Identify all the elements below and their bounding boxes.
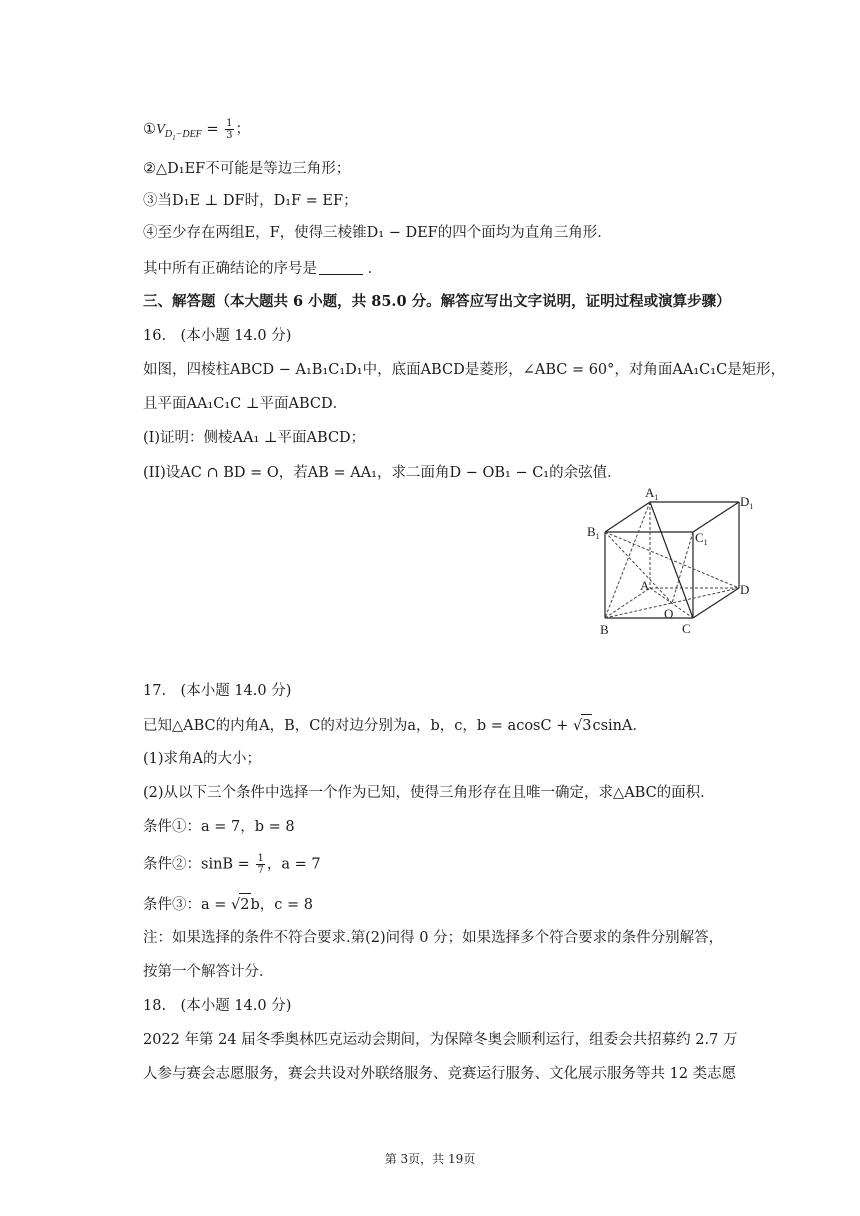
volume-subscript: D — [164, 128, 173, 140]
sqrt-3: √3 — [573, 718, 592, 734]
page-footer: 第 3页，共 19页 — [384, 1152, 476, 1166]
answer-prompt-end: ． — [363, 261, 383, 277]
edge-D1-C1 — [693, 502, 739, 532]
statement-1-marker: ① — [143, 121, 156, 138]
section-three-heading: 三、解答题（本大题共 6 小题，共 85.0 分。解答应写出文字说明，证明过程或演算步骤） — [143, 293, 731, 310]
label-B1: $B_1$ — [587, 524, 600, 541]
question-17-text-1-start: 已知△ABC的内角A，B，C的对边分别为a，b，c，b = acosC + — [143, 718, 573, 734]
condition-2-start: 条件②：sinB = — [143, 856, 255, 873]
note-line-2: 按第一个解答计分． — [143, 964, 274, 980]
hidden-segment-A1-B — [605, 502, 650, 618]
question-17-part-2: (2)从以下三个条件中选择一个作为已知，使得三角形存在且唯一确定，求△ABC的面积． — [143, 785, 715, 801]
volume-symbol: V — [156, 121, 165, 138]
label-O: O — [664, 606, 674, 621]
label-A1: $A_1$ — [645, 485, 659, 502]
answer-blank — [319, 260, 363, 275]
label-D1: $D_1$ — [740, 494, 754, 511]
note-line-1: 注：如果选择的条件不符合要求.第(2)问得 0 分；如果选择多个符合要求的条件分别解答， — [143, 930, 724, 946]
volume-subsubscript: 1 — [172, 133, 176, 142]
question-16-text-2: 且平面AA₁C₁C ⊥平面ABCD． — [143, 396, 348, 412]
question-17-heading: 17. (本小题 14.0 分) — [143, 683, 292, 699]
question-16-part-2: (II)设AC ∩ BD = O，若AB = AA₁，求二面角D − OB₁ − C₁的余弦值． — [143, 465, 622, 481]
fraction-one-seventh — [256, 853, 264, 876]
edge-B1-A1 — [605, 502, 650, 532]
fraction-one-third — [225, 118, 233, 141]
question-16-text-1: 如图，四棱柱ABCD − A₁B₁C₁D₁中，底面ABCD是菱形，∠ABC = 60°，对角面AA₁C₁C是矩形， — [143, 362, 786, 378]
label-B: B — [600, 622, 609, 637]
statement-1 — [143, 118, 250, 149]
question-17-text-1-end: csinA． — [592, 718, 647, 734]
statement-1-end: ； — [235, 121, 251, 138]
condition-2 — [143, 853, 321, 876]
condition-2-end: ，a = 7 — [266, 856, 321, 873]
condition-3-end: b，c = 8 — [250, 897, 313, 913]
answer-prompt — [143, 258, 382, 280]
question-18-heading: 18. (本小题 14.0 分) — [143, 998, 292, 1014]
question-16-heading: 16. (本小题 14.0 分) — [143, 328, 292, 344]
hidden-segment-B1-D — [605, 532, 739, 588]
statement-4: ④至少存在两组E，F，使得三棱锥D₁ − DEF的四个面均为直角三角形． — [143, 225, 612, 241]
statement-2: ②△D₁EF不可能是等边三角形； — [143, 161, 351, 177]
condition-1: 条件①：a = 7，b = 8 — [143, 819, 295, 835]
sqrt-3-radicand: 3 — [581, 714, 592, 737]
condition-3-start: 条件③：a = — [143, 897, 232, 913]
label-C1: $C_1$ — [695, 530, 708, 547]
question-16-part-1: (I)证明：侧棱AA₁ ⊥平面ABCD； — [143, 430, 366, 446]
question-18-text-2: 人参与赛会志愿服务，赛会共设对外联络服务、竞赛运行服务、文化展示服务等共 12 类志愿 — [143, 1066, 737, 1082]
label-C: C — [682, 621, 691, 636]
question-17-part-1: (1)求角A的大小； — [143, 751, 262, 767]
fraction-numerator: 1 — [257, 853, 264, 864]
prism-figure — [582, 480, 758, 640]
fraction-numerator: 1 — [226, 118, 233, 129]
answer-prompt-text: 其中所有正确结论的序号是 — [143, 261, 317, 277]
fraction-denominator: 3 — [226, 130, 233, 141]
statement-3: ③当D₁E ⊥ DF时，D₁F = EF； — [143, 193, 358, 209]
condition-3 — [143, 893, 313, 916]
fraction-denominator: 7 — [257, 865, 264, 876]
label-D: D — [740, 582, 750, 597]
question-18-text-1: 2022 年第 24 届冬季奥林匹克运动会期间，为保障冬奥会顺利运行，组委会共招募约 2.7 万 — [143, 1032, 738, 1048]
edge-C-D — [693, 588, 739, 618]
question-17-text-1 — [143, 714, 647, 737]
label-A: A — [640, 578, 650, 593]
sqrt-2: √2 — [231, 897, 250, 913]
equals-sign: = — [201, 121, 224, 138]
sqrt-2-radicand: 2 — [239, 893, 250, 916]
volume-subscript-rest: −DEF — [175, 128, 202, 140]
